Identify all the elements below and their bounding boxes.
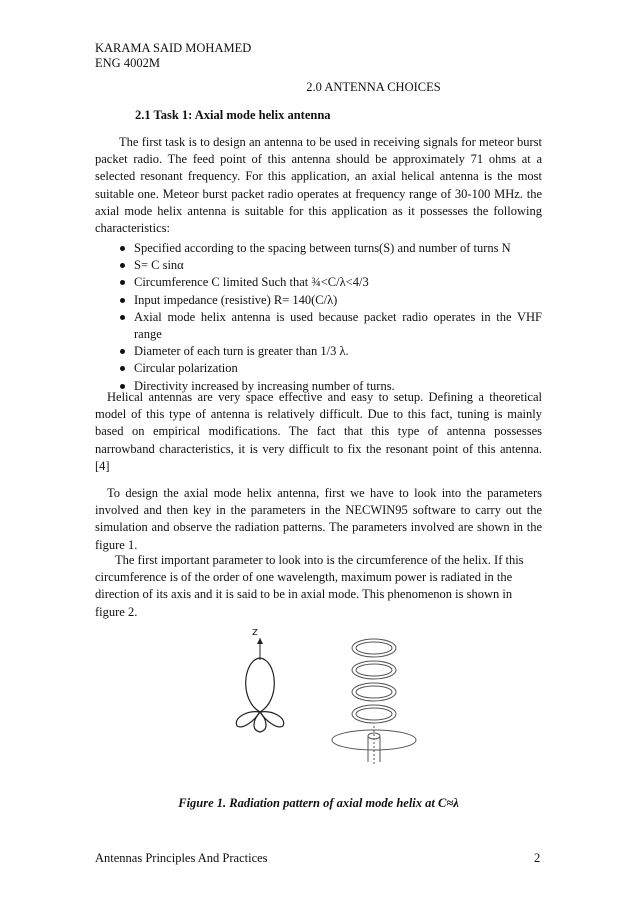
section-subtitle: 2.1 Task 1: Axial mode helix antenna — [135, 108, 331, 122]
list-item: Axial mode helix antenna is used because packet radio operates in the VHF range — [95, 309, 542, 343]
helix-antenna-diagram — [330, 630, 420, 770]
radiation-pattern-diagram — [225, 620, 295, 740]
circumference-paragraph: The first important parameter to look into is the circumference of the helix. If this circumference is of the order of one wavelength, maximum power is radiated in the direction of its axis and it is said to be in axial mode. This phenomenon is shown in figure 2. — [95, 553, 524, 619]
course-code: ENG 4002M — [95, 56, 160, 70]
figure-caption: Figure 1. Radiation pattern of axial mode helix at C≈λ — [178, 796, 459, 810]
list-item: Specified according to the spacing between turns(S) and number of turns N — [95, 240, 542, 257]
list-item: Input impedance (resistive) R= 140(C/λ) — [95, 292, 542, 309]
characteristics-list — [95, 240, 542, 395]
intro-paragraph: The first task is to design an antenna to be used in receiving signals for meteor burst packet radio. The feed point of this antenna should be approximately 71 ohms at a selected resonant frequency. For this application, an axial helical antenna is the most suitable one. Meteor burst packet radio operates at frequency range of 30-100 MHz. the axial mode helix antenna is suitable for this application as it possesses the following characteristics: — [95, 135, 542, 236]
list-item: Directivity increased by increasing number of turns. — [95, 378, 542, 395]
author-name: KARAMA SAID MOHAMED — [95, 41, 252, 55]
list-item: S= C sinα — [95, 257, 542, 274]
z-axis-label: z — [252, 625, 258, 638]
helical-paragraph: Helical antennas are very space effective and easy to setup. Defining a theoretical model of this type of antenna is relatively difficult. Due to this fact, tuning is mainly based on empirical modifications. The fact that this type of antenna possesses narrowband characteristics, it is very difficult to fix the resonant point of this antenna. [4] — [95, 390, 542, 473]
list-item: Circular polarization — [95, 360, 542, 377]
footer-title: Antennas Principles And Practices — [95, 851, 268, 865]
page-number: 2 — [534, 851, 541, 865]
design-paragraph: To design the axial mode helix antenna, first we have to look into the parameters involved and then key in the parameters in the NECWIN95 software to carry out the simulation and observe the radiation patterns. The parameters involved are shown in the figure 1. — [95, 486, 542, 552]
list-item: Circumference C limited Such that ¾<C/λ<4/3 — [95, 274, 542, 291]
section-title: 2.0 ANTENNA CHOICES — [306, 80, 441, 94]
list-item: Diameter of each turn is greater than 1/3 λ. — [95, 343, 542, 360]
